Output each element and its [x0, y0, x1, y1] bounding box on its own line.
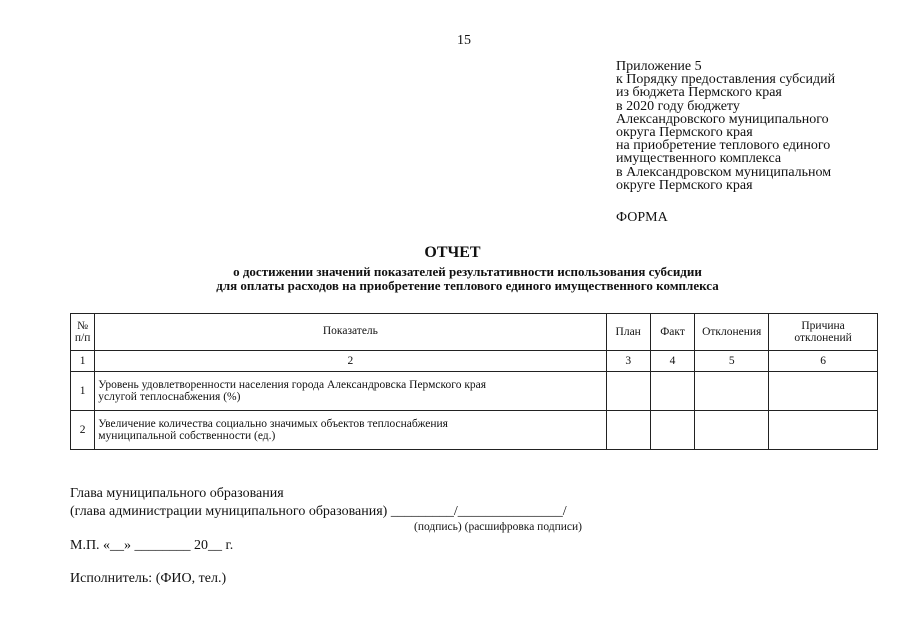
subtitle-line: о достижении значений показателей результативности использования субсидии [233, 264, 702, 279]
table-row [71, 372, 878, 411]
row-reason [769, 372, 878, 411]
header-indicator: Показатель [95, 314, 606, 351]
header-reason-line: отклонений [794, 332, 852, 344]
row-number: 1 [71, 372, 95, 411]
report-subtitle [0, 265, 905, 293]
column-number: 3 [606, 351, 650, 372]
report-table [70, 313, 878, 450]
header-plan: План [606, 314, 650, 351]
column-number: 2 [95, 351, 606, 372]
header-num-line: № [77, 320, 89, 332]
row-indicator [95, 372, 606, 411]
header-num [71, 314, 95, 351]
annex-line: к Порядку предоставления субсидий [616, 72, 836, 88]
row-deviation [695, 372, 769, 411]
indicator-line: услугой теплоснабжения (%) [98, 391, 241, 403]
indicator-line: Увеличение количества социально значимых объектов теплоснабжения [98, 417, 448, 430]
signature-caption: (подпись) (расшифровка подписи) [414, 521, 583, 533]
indicator-line: Уровень удовлетворенности населения города Александровска Пермского края [98, 378, 487, 391]
signatory-title: Глава муниципального образования [70, 486, 284, 501]
annex-line: имущественного комплекса [616, 151, 782, 167]
report-title: ОТЧЕТ [424, 244, 481, 261]
seal-date-line: М.П. «__» ________ 20__ г. [70, 538, 234, 553]
indicator-line: муниципальной собственности (ед.) [98, 430, 276, 442]
subtitle-line: для оплаты расходов на приобретение теплового единого имущественного комплекса [216, 278, 719, 293]
annex-line: в Александровском муниципальном [616, 164, 832, 180]
column-number: 4 [650, 351, 694, 372]
form-label: ФОРМА [616, 210, 668, 225]
row-indicator [95, 411, 606, 450]
row-plan [606, 372, 650, 411]
annex-line: Приложение 5 [616, 59, 702, 74]
column-number: 6 [769, 351, 878, 372]
annex-line: на приобретение теплового единого [616, 138, 831, 154]
row-plan [606, 411, 650, 450]
annex-line: Александровского муниципального [616, 111, 829, 127]
annex-line: округе Пермского края [616, 177, 753, 193]
signatory-line: (глава администрации муниципального образования) _________/_______________/ [70, 504, 567, 519]
annex-line: из бюджета Пермского края [616, 85, 782, 101]
row-deviation [695, 411, 769, 450]
table-row [71, 411, 878, 450]
annex-line: округа Пермского края [616, 125, 753, 141]
row-fact [650, 411, 694, 450]
executor-line: Исполнитель: (ФИО, тел.) [70, 571, 227, 586]
row-number: 2 [71, 411, 95, 450]
row-fact [650, 372, 694, 411]
annex-block [616, 60, 835, 192]
column-number: 1 [71, 351, 95, 372]
row-reason [769, 411, 878, 450]
header-reason [769, 314, 878, 351]
table-header-row [71, 314, 878, 351]
annex-line: в 2020 году бюджету [616, 98, 740, 114]
header-deviation: Отклонения [695, 314, 769, 351]
column-number: 5 [695, 351, 769, 372]
header-num-line: п/п [74, 332, 91, 344]
page-number: 15 [457, 33, 471, 48]
header-fact: Факт [650, 314, 694, 351]
header-reason-line: Причина [801, 320, 845, 332]
column-number-row [71, 351, 878, 372]
